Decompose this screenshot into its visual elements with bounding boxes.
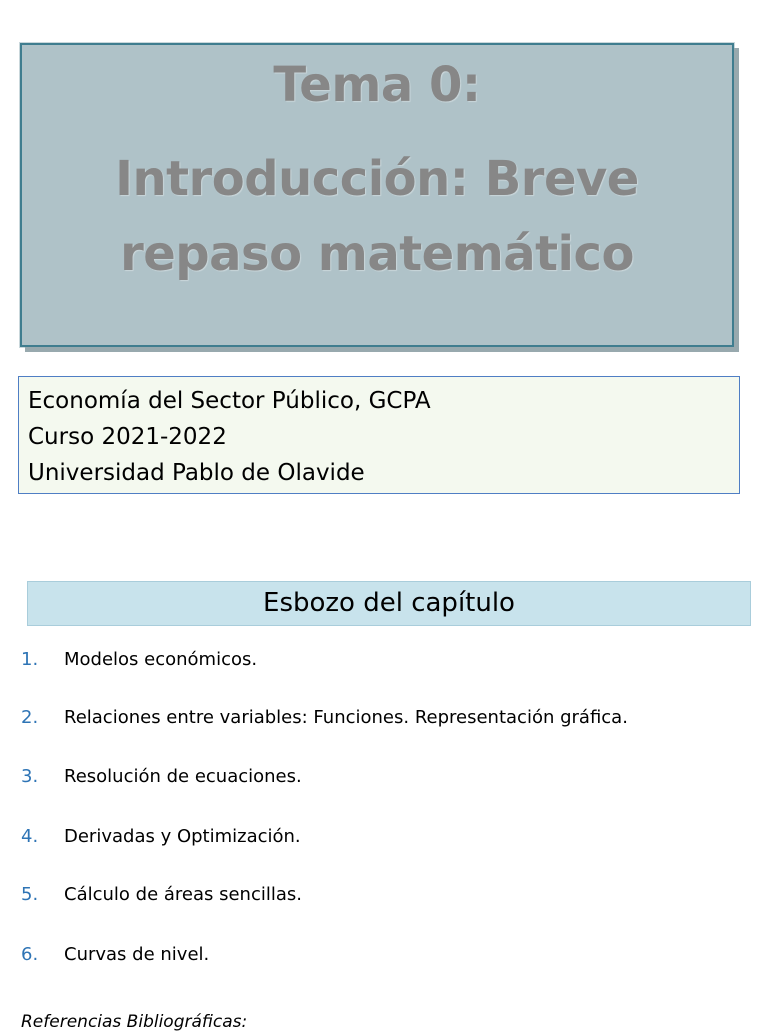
references-label: Referencias Bibliográficas: [21, 1012, 248, 1032]
course-name: Economía del Sector Público, GCPA [28, 388, 431, 414]
outline-heading: Esbozo del capítulo [27, 581, 751, 626]
title-line-1: Tema 0: [273, 57, 481, 113]
title-line-3: repaso matemático [120, 226, 634, 282]
course-info-box [18, 376, 740, 494]
title-line-2: Introducción: Breve [115, 151, 639, 207]
list-number: 4. [21, 826, 39, 847]
list-number: 3. [21, 766, 39, 787]
title-box [20, 43, 734, 347]
list-text: Relaciones entre variables: Funciones. Representación gráfica. [64, 707, 628, 728]
list-number: 2. [21, 707, 39, 728]
list-text: Modelos económicos. [64, 649, 258, 670]
list-text: Resolución de ecuaciones. [64, 766, 302, 787]
course-year: Curso 2021-2022 [28, 424, 227, 450]
list-text: Curvas de nivel. [64, 944, 210, 965]
list-number: 6. [21, 944, 39, 965]
list-number: 5. [21, 884, 39, 905]
list-text: Cálculo de áreas sencillas. [64, 884, 302, 905]
university-name: Universidad Pablo de Olavide [28, 460, 365, 486]
list-number: 1. [21, 649, 39, 670]
list-text: Derivadas y Optimización. [64, 826, 301, 847]
